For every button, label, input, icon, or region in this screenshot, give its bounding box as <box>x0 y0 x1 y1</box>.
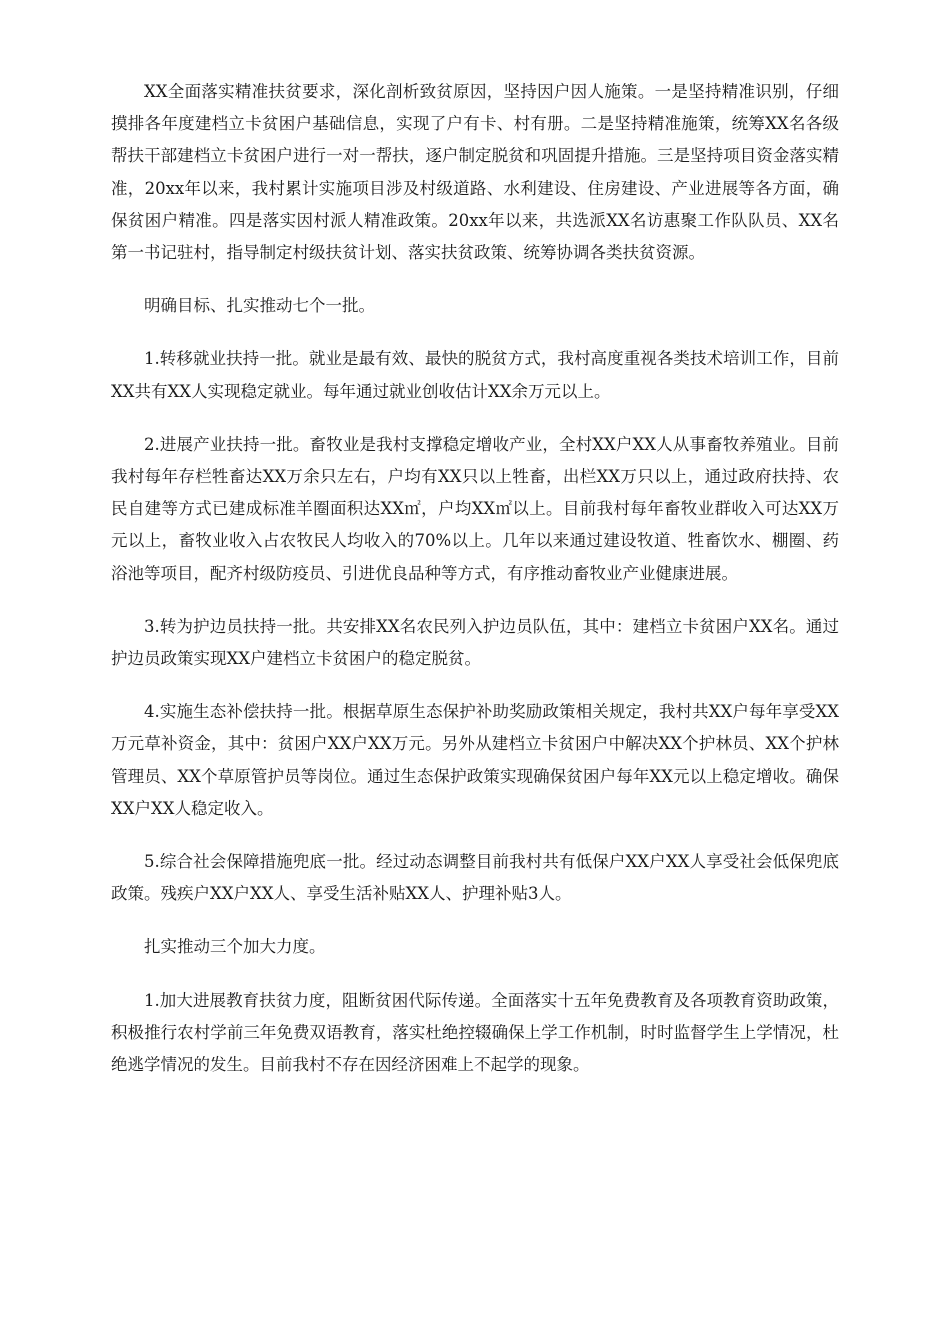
paragraph-targeted-poverty-overview: XX全面落实精准扶贫要求，深化剖析致贫原因，坚持因户因人施策。一是坚持精准识别，仔细摸排各年度建档立卡贫困户基础信息，实现了户有卡、村有册。二是坚持精准施策，统筹XX名各级帮扶干部建档立卡贫困户进行一对一帮扶，逐户制定脱贫和巩固提升措施。三是坚持项目资金落实精准，20xx年以来，我村累计实施项目涉及村级道路、水利建设、住房建设、产业进展等各方面，确保贫困户精准。四是落实因村派人精准政策。20xx年以来，共选派XX名访惠聚工作队队员、XX名第一书记驻村，指导制定村级扶贫计划、落实扶贫政策、统筹协调各类扶贫资源。 <box>111 82 839 263</box>
paragraph-border-guard-support: 3.转为护边员扶持一批。共安排XX名农民列入护边员队伍，其中：建档立卡贫困户XX名。通过护边员政策实现XX户建档立卡贫困户的稳定脱贫。 <box>111 616 839 669</box>
paragraph-social-security: 5.综合社会保障措施兜底一批。经过动态调整目前我村共有低保户XX户XX人享受社会低保兜底政策。残疾户XX户XX人、享受生活补贴XX人、护理补贴3人。 <box>111 852 839 904</box>
paragraph-education-support: 1.加大进展教育扶贫力度，阻断贫困代际传递。全面落实十五年免费教育及各项教育资助政策，积极推行农村学前三年免费双语教育，落实杜绝控辍确保上学工作机制，时时监督学生上学情况，杜绝逃学情况的发生。目前我村不存在因经济困难上不起学的现象。 <box>111 990 839 1075</box>
section-heading-three-efforts: 扎实推动三个加大力度。 <box>144 937 326 957</box>
section-heading-seven-batches: 明确目标、扎实推动七个一批。 <box>144 296 375 316</box>
paragraph-industry-support: 2.进展产业扶持一批。畜牧业是我村支撑稳定增收产业，全村XX户XX人从事畜牧养殖业。目前我村每年存栏牲畜达XX万余只左右，户均有XX只以上牲畜，出栏XX万只以上，通过政府扶持、农民自建等方式已建成标准羊圈面积达XX㎡，户均XX㎡以上。目前我村每年畜牧业群收入可达XX万元以上，畜牧业收入占农牧民人均收入的70%以上。几年以来通过建设牧道、牲畜饮水、棚圈、药浴池等项目，配齐村级防疫员、引进优良品种等方式，有序推动畜牧业产业健康进展。 <box>111 434 839 583</box>
paragraph-employment-support: 1.转移就业扶持一批。就业是最有效、最快的脱贫方式，我村高度重视各类技术培训工作，目前XX共有XX人实现稳定就业。每年通过就业创收估计XX余万元以上。 <box>111 349 839 401</box>
paragraph-ecological-compensation: 4.实施生态补偿扶持一批。根据草原生态保护补助奖励政策相关规定，我村共XX户每年享受XX万元草补资金，其中：贫困户XX户XX万元。另外从建档立卡贫困户中解决XX个护林员、XX个护林管理员、XX个草原管护员等岗位。通过生态保护政策实现确保贫困户每年XX元以上稳定增收。确保XX户XX人稳定收入。 <box>111 702 839 818</box>
